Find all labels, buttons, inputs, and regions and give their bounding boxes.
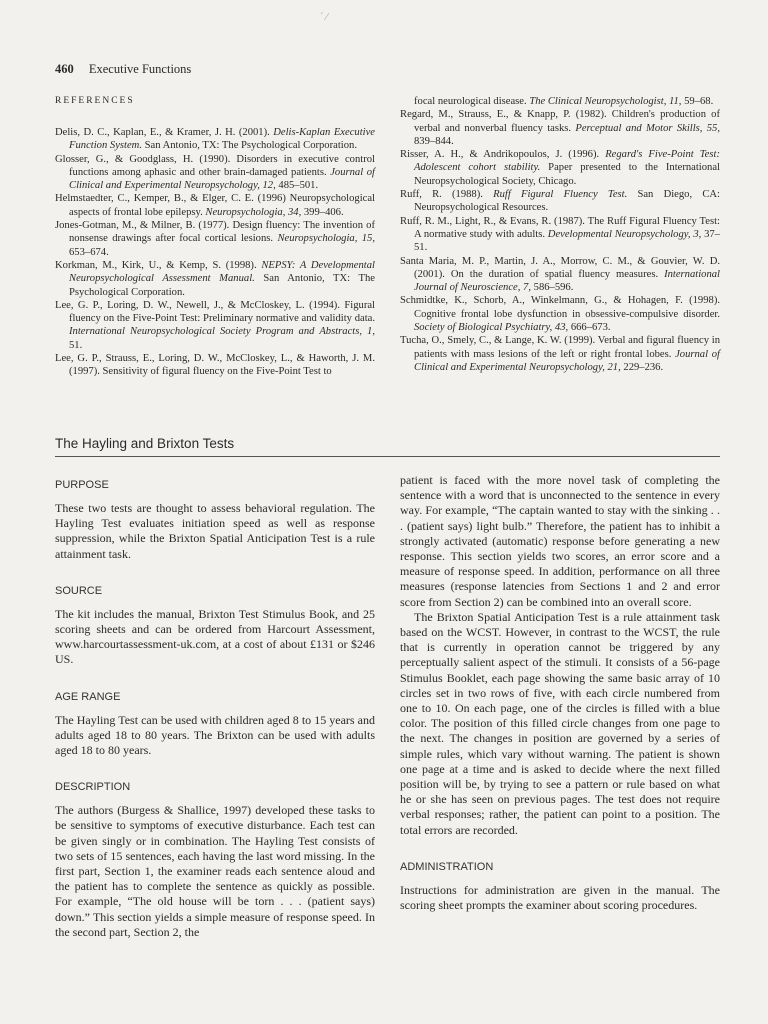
reference-italic: Journal of Clinical and Experimental Neuropsychology, 21, (414, 348, 720, 373)
reference-italic: International Neuropsychological Society Program and Abstracts, 1, (69, 326, 375, 338)
description-heading: DESCRIPTION (55, 781, 131, 794)
reference-text: Tucha, O., Smely, C., & Lange, K. W. (1999). Verbal and figural fluency in patients with mass lesions of the left or right frontal lobes. (400, 335, 720, 360)
reference-text: Ruff, R. (1988). (400, 189, 494, 201)
reference-entry (55, 259, 375, 299)
running-title: Executive Functions (88, 62, 192, 76)
reference-text: Ruff, R. M., Light, R., & Evans, R. (1987). The Ruff Figural Fluency Test: A normative study with adults. (400, 215, 720, 240)
purpose-heading: PURPOSE (55, 479, 109, 491)
reference-entry (400, 255, 720, 295)
reference-tail: 586–596. (531, 282, 574, 294)
reference-text: Korkman, M., Kirk, U., & Kemp, S. (1998). (55, 259, 262, 271)
reference-italic: Society of Biological Psychiatry, 43, (414, 322, 569, 334)
source-text: The kit includes the manual, Brixton Test Stimulus Book, and 25 scoring sheets and can be ordered from Harcourt Assessment, www.harcourtassessment-uk.com, at a cost of about £131 or $246 US. (55, 606, 375, 667)
purpose-text: These two tests are thought to assess behavioral regulation. The Hayling Test evaluates initiation speed as well as response suppression, while the Brixton Spatial Anticipation Test is a rule attainment task. (55, 501, 375, 561)
age-range-heading: AGE RANGE (55, 690, 121, 703)
reference-text: Regard, M., Strauss, E., & Knapp, P. (1982). Children's production of verbal and nonverbal fluency tasks. (400, 109, 720, 134)
source-heading: SOURCE (55, 584, 103, 597)
reference-tail: 839–844. (414, 135, 454, 147)
reference-tail: 399–406. (301, 206, 344, 218)
description-continued-text: patient is faced with the more novel task of completing the sentence with a word that is unconnected to the sentence in every way. For example, “The captain wanted to stay with the sinking . . . (patient says) light bulb.” Therefore, the patient has to inhibit a strongly activated (automatic) response before generating a new response. This section yields two scores, an error score and a measure of response speed. In addition, performance on all three measures (response latencies from Sections 1 and 2 and error score from Section 2) can be combined into an overall score. (400, 473, 720, 609)
reference-italic: Journal of Clinical and Experimental Neuropsychology, 12, (69, 166, 375, 192)
reference-entry (400, 215, 720, 255)
reference-italic: Perceptual and Motor Skills, 55, (575, 122, 720, 134)
reference-entry (400, 95, 720, 108)
reference-text: Santa Maria, M. P., Martin, J. A., Morrow, C. M., & Gouvier, W. D. (2001). On the duration of spatial fluency measures. (400, 255, 720, 280)
body-right-column (400, 473, 720, 913)
reference-text: Risser, A. H., & Andrikopoulos, J. (1996). (400, 149, 606, 161)
reference-entry (400, 108, 720, 148)
body-left-column (55, 479, 375, 940)
reference-tail: 666–673. (568, 322, 611, 334)
administration-heading: ADMINISTRATION (400, 860, 494, 873)
reference-italic: Regard's Five-Point Test: Adolescent cohort stability. (414, 149, 720, 174)
reference-tail: 485–501. (275, 180, 319, 192)
administration-text: Instructions for administration are given in the manual. The scoring sheet prompts the examiner about scoring procedures. (400, 882, 720, 913)
reference-entry (400, 294, 720, 334)
reference-entry (400, 148, 720, 188)
reference-italic: Delis-Kaplan Executive Function System. (69, 127, 375, 152)
running-header (55, 62, 191, 77)
description-text: The authors (Burgess & Shallice, 1997) developed these tasks to be sensitive to symptoms of executive disturbance. Each test can be given singly or in combination. The Hayling Test consists of two sets of 15 sentences, each having the last word missing. In the first part, Section 1, the examiner reads each sentence aloud and the patient has to complete the sentence as quickly as possible. For example, “The old house will be torn . . . (patient says) down.” This section yields a simple measure of response speed. In the second part, Section 2, the (55, 803, 375, 939)
reference-text: Glosser, G., & Goodglass, H. (1990). Disorders in executive control functions among aphasic and other brain-damaged patients. (55, 153, 375, 178)
reference-text: Helmstaedter, C., Kemper, B., & Elger, C. E. (1996) Neuropsychological aspects of frontal lobe epilepsy. (55, 193, 375, 218)
reference-entry (55, 299, 375, 352)
reference-entry (55, 352, 375, 379)
reference-entry (400, 188, 720, 215)
page-number: 460 (55, 62, 74, 76)
reference-text: Jones-Gotman, M., & Milner, B. (1977). Design fluency: The invention of nonsense drawings after focal cortical lesions. (55, 220, 375, 245)
age-range-text: The Hayling Test can be used with children aged 8 to 15 years and adults aged 18 to 80 years. The Brixton can be used with adults aged 18 to 80 years. (55, 712, 375, 758)
reference-italic: NEPSY: A Developmental Neuropsychological Assessment Manual. (69, 259, 375, 285)
section-title: The Hayling and Brixton Tests (55, 436, 235, 451)
reference-text: Delis, D. C., Kaplan, E., & Kramer, J. H. (2001). (55, 127, 274, 138)
reference-text: Lee, G. P., Loring, D. W., Newell, J., & McCloskey, L. (1994). Figural fluency on the Five-Point Test: Preliminary normative and validity data. (55, 299, 375, 325)
reference-italic: Neuropsychologia, 34, (205, 206, 302, 218)
reference-italic: Neuropsychologia, 15, (277, 233, 376, 245)
reference-text: Lee, G. P., Strauss, E., Loring, D. W., McCloskey, L., & Haworth, J. M. (1997). Sensitivity of figural fluency on the Five-Point Test to (55, 353, 375, 378)
reference-entry (55, 192, 375, 219)
reference-tail: 37–51. (414, 228, 720, 254)
reference-entry (55, 126, 375, 153)
reference-entry (55, 219, 375, 259)
references-heading: REFERENCES (55, 96, 135, 106)
reference-tail: Paper presented to the International Neuropsychological Society, Chicago. (414, 162, 720, 187)
reference-entry (55, 153, 375, 193)
reference-tail: San Antonio, TX: The Psychological Corporation. (69, 273, 375, 298)
reference-tail: 653–674. (69, 246, 109, 258)
reference-italic: Ruff Figural Fluency Test. (493, 189, 628, 201)
reference-italic: The Clinical Neuropsychologist, 11, (529, 96, 682, 107)
references-left-column (55, 126, 375, 379)
section-rule (55, 456, 720, 457)
reference-tail: San Diego, CA: Neuropsychological Resources. (414, 189, 720, 214)
reference-italic: International Journal of Neuroscience, 7, (414, 268, 720, 294)
brixton-text: The Brixton Spatial Anticipation Test is a rule attainment task based on the WCST. However, in contrast to the WCST, the rule that is currently in operation cannot be triggered by any perceptually salient aspect of the stimuli. It consists of a 56-page Stimulus Booklet, each page showing the same basic array of 10 circles set in two rows of five, with each circle numbered from one to 10. On each page, one of the circles is filled with a blue color. The position of this filled circle changes from one page to the next. The changes in position are governed by a series of simple rules, which vary without warning. The patient is shown one page at a time and is asked to decide where the next filled position will be, by trying to see a pattern or rule based on what he or she has seen on previous pages. The test does not require verbal responses; rather, the patient can point to a position. The total errors are recorded. (400, 609, 720, 837)
reference-italic: Developmental Neuropsychology, 3, (547, 228, 702, 240)
reference-tail: 229–236. (620, 361, 664, 373)
reference-entry (400, 334, 720, 374)
reference-tail: 51. (69, 339, 83, 351)
scan-mark: ´ ⁄ (320, 12, 328, 23)
references-right-column (400, 95, 720, 374)
reference-tail: San Antonio, TX: The Psychological Corporation. (141, 140, 357, 152)
reference-text: Schmidtke, K., Schorb, A., Winkelmann, G., & Hohagen, F. (1998). Cognitive frontal lobe dysfunction in obsessive-compulsive disorder. (400, 295, 720, 320)
reference-text: focal neurological disease. (414, 96, 530, 107)
reference-tail: 59–68. (681, 96, 714, 107)
